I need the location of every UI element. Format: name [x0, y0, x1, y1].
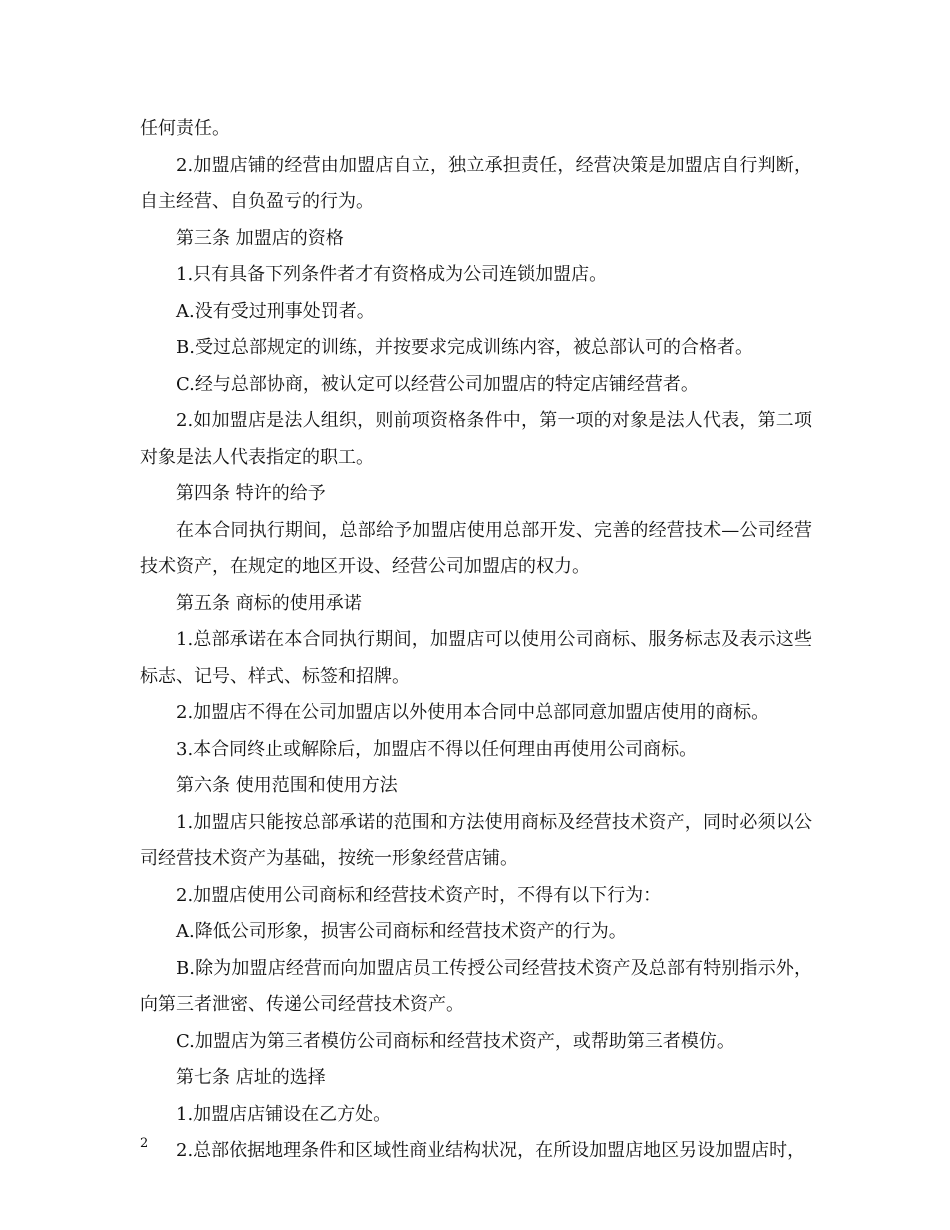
- page-number: 2: [140, 1136, 149, 1151]
- paragraph: 2.加盟店不得在公司加盟店以外使用本合同中总部同意加盟店使用的商标。: [176, 702, 770, 723]
- paragraph: 第四条 特许的给予: [176, 483, 326, 504]
- paragraph: 在本合同执行期间，总部给予加盟店使用总部开发、完善的经营技术—公司经营技术资产，在规定的地区开设、经营公司加盟店的权力。: [140, 519, 812, 577]
- paragraph: 2.如加盟店是法人组织，则前项资格条件中，第一项的对象是法人代表，第二项对象是法人代表指定的职工。: [140, 410, 812, 468]
- paragraph: 3.本合同终止或解除后，加盟店不得以任何理由再使用公司商标。: [176, 738, 698, 760]
- paragraph: A.降低公司形象，损害公司商标和经营技术资产的行为。: [176, 921, 627, 942]
- paragraph: 第五条 商标的使用承诺: [176, 592, 362, 614]
- paragraph: B.除为加盟店经营而向加盟店员工传授公司经营技术资产及总部有特别指示外，向第三者泄密、传递公司经营技术资产。: [140, 957, 812, 1015]
- paragraph: C.经与总部协商，被认定可以经营公司加盟店的特定店铺经营者。: [176, 373, 699, 395]
- document-body: [140, 111, 812, 1170]
- paragraph: 2.加盟店铺的经营由加盟店自立，独立承担责任，经营决策是加盟店自行判断，自主经营、自负盈亏的行为。: [140, 154, 812, 212]
- paragraph: 2.加盟店使用公司商标和经营技术资产时，不得有以下行为：: [176, 884, 662, 906]
- paragraph: 第七条 店址的选择: [176, 1067, 326, 1088]
- paragraph: B.受过总部规定的训练，并按要求完成训练内容，被总部认可的合格者。: [176, 337, 753, 358]
- paragraph: A.没有受过刑事处罚者。: [176, 300, 375, 322]
- paragraph: 第三条 加盟店的资格: [176, 227, 344, 249]
- paragraph: 第六条 使用范围和使用方法: [176, 775, 398, 796]
- paragraph: 任何责任。: [140, 118, 230, 139]
- paragraph: 1.总部承诺在本合同执行期间，加盟店可以使用公司商标、服务标志及表示这些标志、记号、样式、标签和招牌。: [140, 629, 812, 687]
- paragraph: 1.加盟店只能按总部承诺的范围和方法使用商标及经营技术资产，同时必须以公司经营技术资产为基础，按统一形象经营店铺。: [140, 811, 812, 869]
- paragraph: 2.总部依据地理条件和区域性商业结构状况，在所设加盟店地区另设加盟店时，: [176, 1140, 806, 1161]
- paragraph: C.加盟店为第三者模仿公司商标和经营技术资产，或帮助第三者模仿。: [176, 1030, 735, 1052]
- paragraph: 1.只有具备下列条件者才有资格成为公司连锁加盟店。: [176, 264, 608, 285]
- paragraph: 1.加盟店店铺设在乙方处。: [176, 1103, 392, 1125]
